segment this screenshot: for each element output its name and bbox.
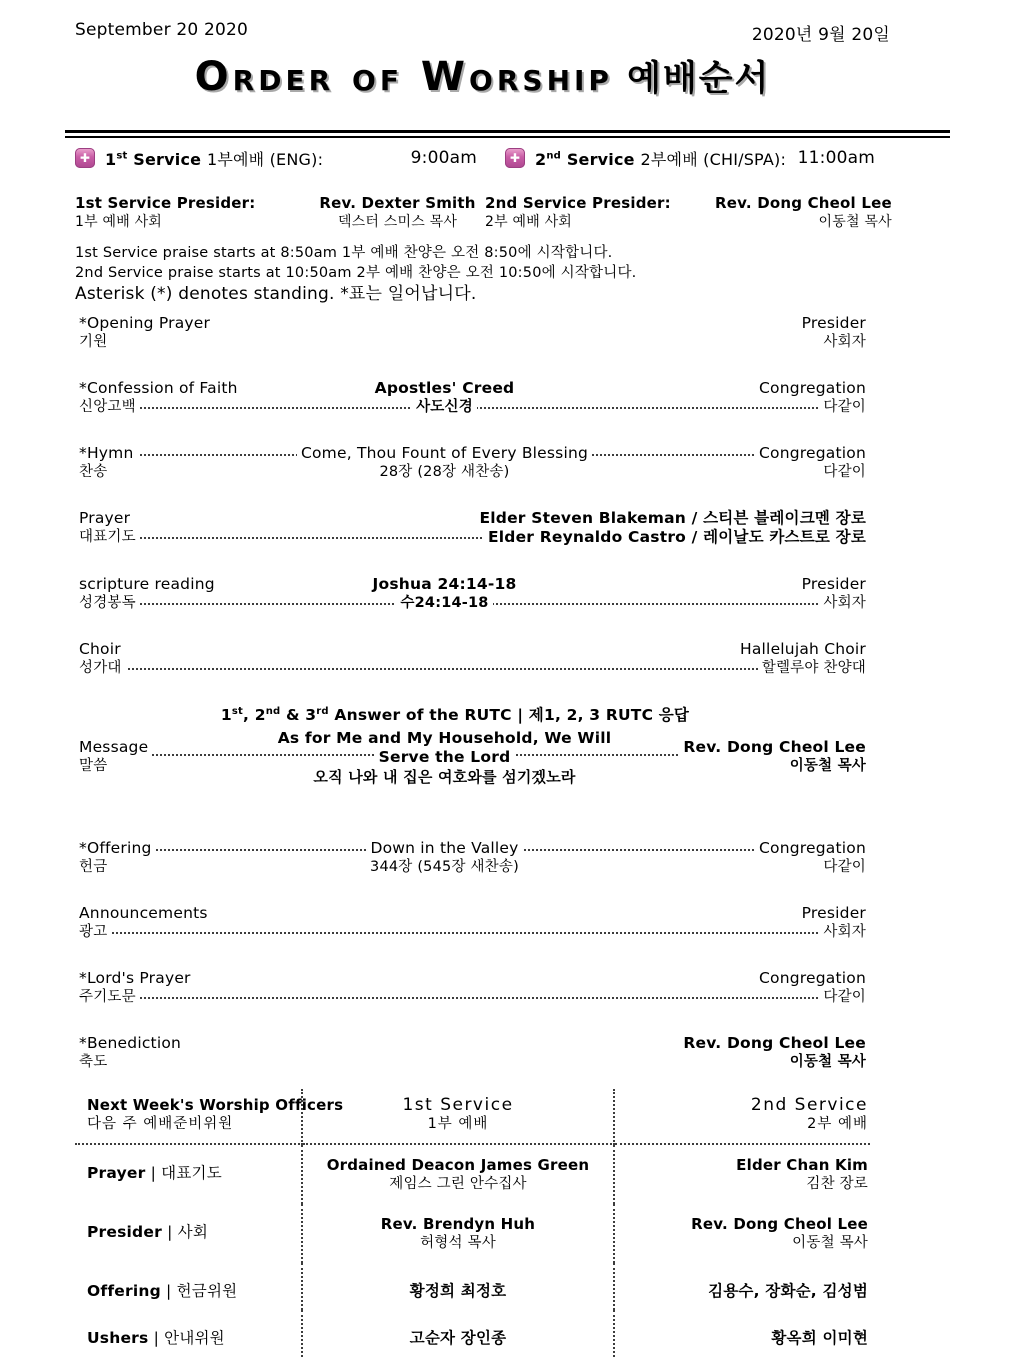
item-label-en: *Confession of Faith <box>75 379 242 397</box>
second-service-time-value: 11:00am <box>797 148 875 169</box>
first-service-time-value: 9:00am <box>410 148 477 169</box>
officers-row-presider-service1: Rev. Brendyn Huh 허형석 목사 <box>303 1204 615 1263</box>
message-title-ko: 오직 나와 내 집은 여호와를 섬기겠노라 <box>309 768 579 786</box>
title-korean: 예배순서 <box>627 59 771 99</box>
note-line-2: 2nd Service praise starts at 10:50am 2부 예배 찬양은 오전 10:50에 시작합니다. <box>75 264 637 281</box>
cross-icon <box>505 148 525 168</box>
next-week-officers-table <box>75 1089 870 1357</box>
worship-item-benediction <box>75 1034 870 1071</box>
item-center-en: Come, Thou Fount of Every Blessing <box>297 444 592 462</box>
item-right-en: Congregation <box>755 379 870 397</box>
officers-header-col2: 1st Service 1부 예배 <box>303 1089 615 1145</box>
second-presider-label: 2nd Service Presider: 2부 예배 사회 <box>485 193 671 230</box>
item-right-ko: 사회자 <box>819 924 870 940</box>
cross-glyph: ✚ <box>79 151 91 166</box>
worship-item-choir <box>75 640 870 677</box>
item-right-ko: 다같이 <box>819 464 870 480</box>
item-label-en: Prayer <box>75 509 134 527</box>
item-center-ko: 28장 (28장 새찬송) <box>375 464 513 480</box>
officers-row-presider-service2: Rev. Dong Cheol Lee 이동철 목사 <box>691 1215 868 1252</box>
officers-row-prayer-service1: Ordained Deacon James Green 제임스 그린 안수집사 <box>303 1145 615 1204</box>
worship-item-scripture <box>75 575 870 612</box>
officers-row-offering-label: Offering | 헌금위원 <box>75 1263 303 1310</box>
cross-glyph: ✚ <box>509 151 521 166</box>
prayer-elder-1: Elder Steven Blakeman / 스티븐 블레이크멘 장로 <box>476 509 871 527</box>
worship-item-offering <box>75 839 870 876</box>
officers-header-col3: 2nd Service 2부 예배 <box>615 1089 870 1145</box>
service-times-row <box>75 147 875 170</box>
worship-item-announcements <box>75 904 870 941</box>
message-title-line-1: As for Me and My Household, We Will <box>274 729 616 747</box>
first-service-label: 1st Service 1부예배 (ENG): <box>105 149 324 169</box>
item-right-ko: 다같이 <box>819 859 870 875</box>
date-korean: 2020년 9월 20일 <box>751 25 890 45</box>
item-center-ko: 사도신경 <box>412 399 477 415</box>
item-label-en: *Benediction <box>75 1034 185 1052</box>
praise-notes <box>75 243 870 306</box>
worship-item-message <box>75 729 870 811</box>
officers-header-col1: Next Week's Worship Officers 다음 주 예배준비위원 <box>75 1089 303 1145</box>
item-center-en: Down in the Valley <box>366 839 522 857</box>
worship-item-opening-prayer <box>75 314 870 351</box>
officers-row-offering-service1: 황정희 최정호 <box>303 1263 615 1310</box>
scripture-ref-en: Joshua 24:14-18 <box>369 575 521 593</box>
message-title-line-2: Serve the Lord <box>375 748 515 766</box>
item-right-ko: 할렐루야 찬양대 <box>758 660 870 676</box>
presiders-block <box>75 193 892 231</box>
item-label-ko: 대표기도 <box>75 529 140 545</box>
item-label-en: Choir <box>75 640 125 658</box>
worship-item-prayer <box>75 509 870 547</box>
item-label-en: Announcements <box>75 904 212 922</box>
item-label-ko: 주기도문 <box>75 989 140 1005</box>
worship-item-hymn <box>75 444 870 481</box>
first-presider-label: 1st Service Presider: 1부 예배 사회 <box>75 193 256 230</box>
officers-row-prayer-label: Prayer | 대표기도 <box>75 1145 303 1204</box>
prayer-elder-2: Elder Reynaldo Castro / 레이날도 카스트로 장로 <box>484 528 870 546</box>
item-right-en: Hallelujah Choir <box>736 640 870 658</box>
item-label-ko: 기원 <box>75 334 111 350</box>
item-right-en: Presider <box>798 904 870 922</box>
item-center-ko: 344장 (545장 새찬송) <box>366 859 523 875</box>
rutc-answer-line: 1st, 2nd & 3rd Answer of the RUTC | 제1, 2, 3 RUTC 응답 <box>220 706 690 725</box>
benediction-name-en: Rev. Dong Cheol Lee <box>679 1034 870 1052</box>
item-right-ko: 사회자 <box>819 334 870 350</box>
second-service-time <box>505 147 875 170</box>
scripture-ref-ko: 수24:14-18 <box>396 595 492 611</box>
item-label-ko: 찬송 <box>75 464 111 480</box>
worship-item-lords-prayer <box>75 969 870 1006</box>
worship-item-confession <box>75 379 870 416</box>
cross-icon <box>75 148 95 168</box>
message-speaker-en: Rev. Dong Cheol Lee <box>679 738 870 756</box>
item-label-en: Message <box>75 738 152 756</box>
item-right-en: Congregation <box>755 839 870 857</box>
item-label-ko: 축도 <box>75 1054 111 1070</box>
officers-row-offering-service2: 김용수, 장화순, 김성범 <box>708 1282 868 1301</box>
item-label-en: *Lord's Prayer <box>75 969 195 987</box>
message-speaker-ko: 이동철 목사 <box>786 758 870 774</box>
officers-row-prayer-service2: Elder Chan Kim 김찬 장로 <box>736 1156 868 1193</box>
second-presider-name: Rev. Dong Cheol Lee 이동철 목사 <box>715 193 892 230</box>
item-label-ko: 성경봉독 <box>75 595 140 611</box>
second-service-label: 2nd Service 2부예배 (CHI/SPA): <box>535 149 787 169</box>
item-label-en: *Opening Prayer <box>75 314 214 332</box>
item-right-en: Congregation <box>755 444 870 462</box>
item-label-ko: 신앙고백 <box>75 399 140 415</box>
item-label-en: scripture reading <box>75 575 219 593</box>
officers-row-presider-label: Presider | 사회 <box>75 1204 303 1263</box>
date-row <box>75 20 890 45</box>
officers-row-ushers-service2: 황옥희 이미현 <box>771 1329 868 1348</box>
officers-row-ushers-service1: 고순자 장인종 <box>303 1310 615 1357</box>
benediction-name-ko: 이동철 목사 <box>786 1054 870 1070</box>
item-right-en: Congregation <box>755 969 870 987</box>
item-label-ko: 헌금 <box>75 859 111 875</box>
note-line-1: 1st Service praise starts at 8:50am 1부 예배 찬양은 오전 8:50에 시작합니다. <box>75 244 613 261</box>
item-label-ko: 성가대 <box>75 660 126 676</box>
item-right-ko: 다같이 <box>819 989 870 1005</box>
officers-row-ushers-label: Ushers | 안내위원 <box>75 1310 303 1357</box>
item-label-en: *Offering <box>75 839 156 857</box>
item-label-ko: 말씀 <box>75 758 111 774</box>
first-presider-name: Rev. Dexter Smith 덱스터 스미스 목사 <box>319 193 476 230</box>
date-english: September 20 2020 <box>75 20 249 40</box>
item-right-en: Presider <box>798 575 870 593</box>
item-label-en: *Hymn <box>75 444 138 462</box>
title-english: Order of Worship <box>194 54 613 100</box>
note-asterisk: Asterisk (*) denotes standing. *표는 일어납니다. <box>75 283 477 304</box>
item-right-ko: 다같이 <box>819 399 870 415</box>
double-rule-divider <box>65 130 950 138</box>
item-right-en: Presider <box>798 314 870 332</box>
item-right-ko: 사회자 <box>819 595 870 611</box>
first-service-time <box>75 147 477 170</box>
item-label-ko: 광고 <box>75 924 111 940</box>
page-title <box>75 55 890 100</box>
item-center-en: Apostles' Creed <box>371 379 519 397</box>
